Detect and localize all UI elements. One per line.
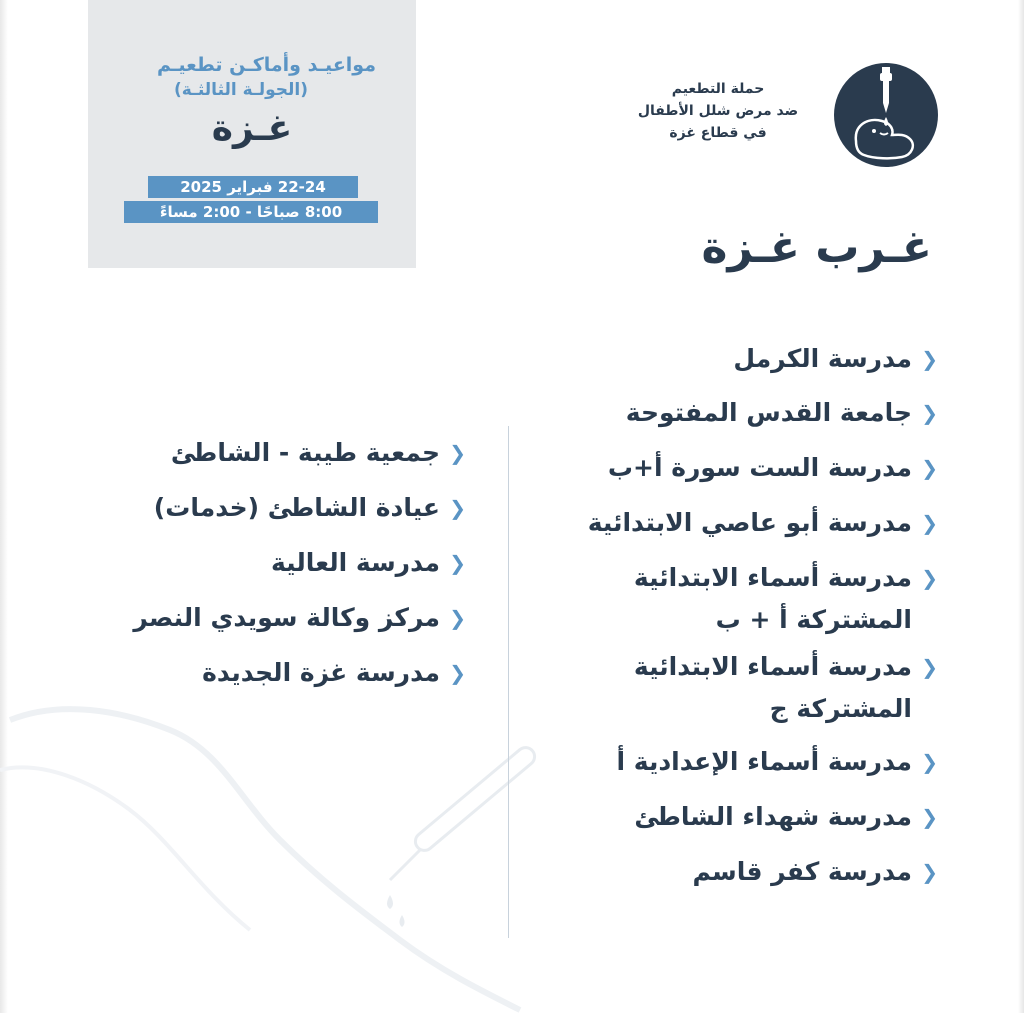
chevron-left-icon: ❮ bbox=[921, 347, 938, 371]
campaign-line-3: في قطاع غزة bbox=[669, 125, 767, 141]
chevron-left-icon: ❮ bbox=[921, 401, 938, 425]
polio-vaccine-drop-child-icon bbox=[834, 63, 938, 167]
gaza-map-watermark bbox=[0, 690, 620, 1013]
chevron-left-icon: ❮ bbox=[921, 860, 938, 884]
city-name: غـزة bbox=[211, 108, 293, 149]
region-title: غـرب غـزة bbox=[701, 222, 932, 273]
chevron-left-icon: ❮ bbox=[449, 551, 466, 575]
chevron-left-icon: ❮ bbox=[921, 805, 938, 829]
chevron-left-icon: ❮ bbox=[921, 456, 938, 480]
date-range-badge: 22-24 فبراير 2025 bbox=[148, 176, 358, 198]
chevron-left-icon: ❮ bbox=[921, 511, 938, 535]
schedule-heading: مواعيـد وأماكـن تطعيـم bbox=[156, 54, 376, 76]
schedule-info-box bbox=[88, 0, 416, 268]
chevron-left-icon: ❮ bbox=[449, 661, 466, 685]
chevron-left-icon: ❮ bbox=[921, 655, 938, 679]
chevron-left-icon: ❮ bbox=[921, 750, 938, 774]
chevron-left-icon: ❮ bbox=[449, 606, 466, 630]
column-divider bbox=[508, 426, 509, 938]
round-label: (الجولـة الثالثـة) bbox=[173, 80, 309, 100]
chevron-left-icon: ❮ bbox=[921, 566, 938, 590]
campaign-line-2: ضد مرض شلل الأطفال bbox=[637, 103, 799, 119]
chevron-left-icon: ❮ bbox=[449, 441, 466, 465]
hours-badge: 8:00 صباحًا - 2:00 مساءً bbox=[124, 201, 378, 223]
campaign-line-1: حملة التطعيم bbox=[671, 81, 765, 97]
chevron-left-icon: ❮ bbox=[449, 496, 466, 520]
page-edge-shadow-right bbox=[1018, 0, 1024, 1013]
dropper-watermark-icon bbox=[387, 744, 538, 927]
campaign-title bbox=[618, 78, 818, 144]
